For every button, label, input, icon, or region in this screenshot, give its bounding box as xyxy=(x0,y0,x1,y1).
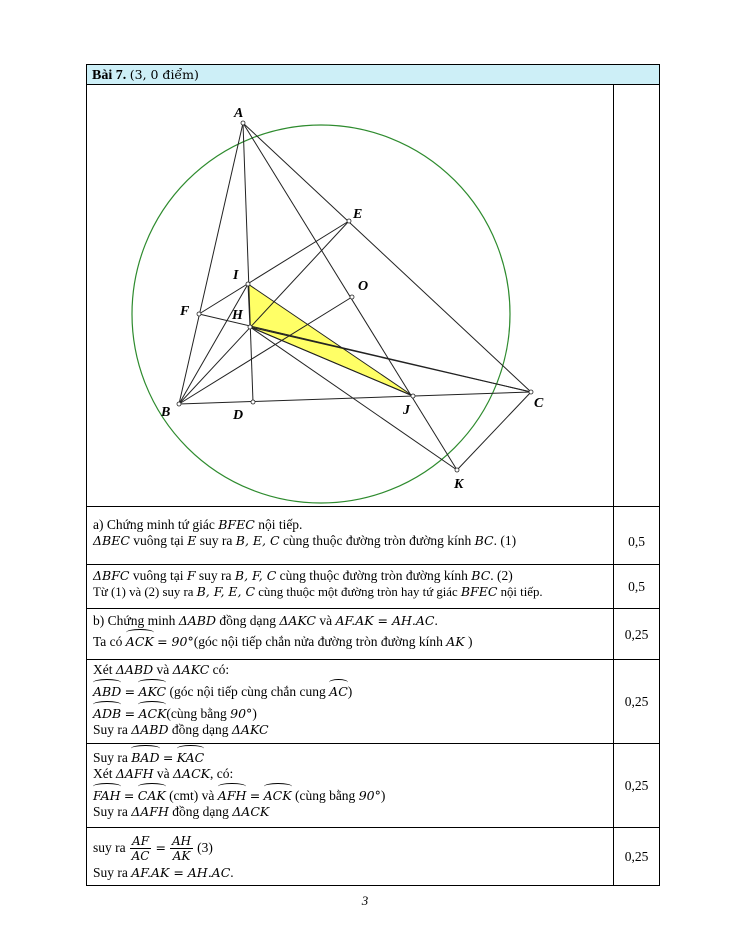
label-E: E xyxy=(353,207,363,222)
triangle-IHJ xyxy=(248,284,413,396)
row-divider xyxy=(87,608,659,609)
label-H: H xyxy=(232,308,243,323)
label-K: K xyxy=(454,477,464,492)
fraction-af-ac: $\frac{AF}{AC}$ xyxy=(131,833,150,863)
row-3: b) Chứng minh ΔABD đồng dạng ΔAKC và AF.AK = AH.AC. Ta có ACK = 90°(góc nội tiếp chắn nửa đường tròn đường kính AK ) xyxy=(93,613,473,649)
label-J: J xyxy=(403,403,410,418)
score-column-divider xyxy=(613,85,614,885)
label-C: C xyxy=(534,396,544,411)
label-A: A xyxy=(234,106,244,121)
geometry-figure xyxy=(87,86,613,506)
row-divider xyxy=(87,827,659,828)
score-row-2: 0,5 xyxy=(628,579,645,594)
label-O: O xyxy=(358,279,369,294)
score-row-4: 0,25 xyxy=(624,694,649,709)
row-divider xyxy=(87,743,659,744)
row-divider xyxy=(87,564,659,565)
label-D: D xyxy=(233,408,244,423)
label-B: B xyxy=(161,405,171,420)
score-row-1: 0,5 xyxy=(628,534,645,549)
row-4: Xét ΔABD và ΔAKC có: ABD = AKC (góc nội tiếp cùng chắn cung AC) ADB = ACK(cùng bằng 90°) Suy ra ΔABD đồng dạng ΔAKC xyxy=(93,662,353,737)
label-I: I xyxy=(233,268,239,283)
row-divider xyxy=(87,506,659,507)
row-divider xyxy=(87,659,659,660)
score-row-3: 0,25 xyxy=(624,627,649,642)
solution-table xyxy=(86,64,660,886)
row-2: ΔBFC vuông tại F suy ra B, F, C cùng thuộc đường tròn đường kính BC. (2) Từ (1) và (2) suy ra B, F, E, C cùng thuộc một đường tròn hay tứ giác BFEC nội tiếp. xyxy=(93,568,543,599)
row-1: a) Chứng minh tứ giác BFEC nội tiếp. ΔBEC vuông tại E suy ra B, E, C cùng thuộc đường tròn đường kính BC. (1) xyxy=(93,517,517,548)
figure-points xyxy=(177,121,533,472)
row-6: suy ra $\frac{AF}{AC}$ = $\frac{AH}{AK}$ (3) Suy ra AF.AK = AH.AC. xyxy=(93,833,234,880)
fraction-ah-ak: $\frac{AH}{AK}$ xyxy=(171,833,192,863)
page-number: 3 xyxy=(361,893,369,908)
score-row-6: 0,25 xyxy=(624,849,649,864)
problem-header xyxy=(87,65,659,85)
label-F: F xyxy=(180,304,190,319)
geometry-svg xyxy=(87,86,613,506)
row-5: Suy ra BAD = KAC Xét ΔAFH và ΔACK, có: FAH = CAK (cmt) và AFH = ACK (cùng bằng 90°) Suy ra ΔAFH đồng dạng ΔACK xyxy=(93,750,386,819)
problem-title: Bài 7. xyxy=(92,68,127,83)
score-row-5: 0,25 xyxy=(624,778,649,793)
problem-points: (3, 0 điểm) xyxy=(129,67,199,82)
